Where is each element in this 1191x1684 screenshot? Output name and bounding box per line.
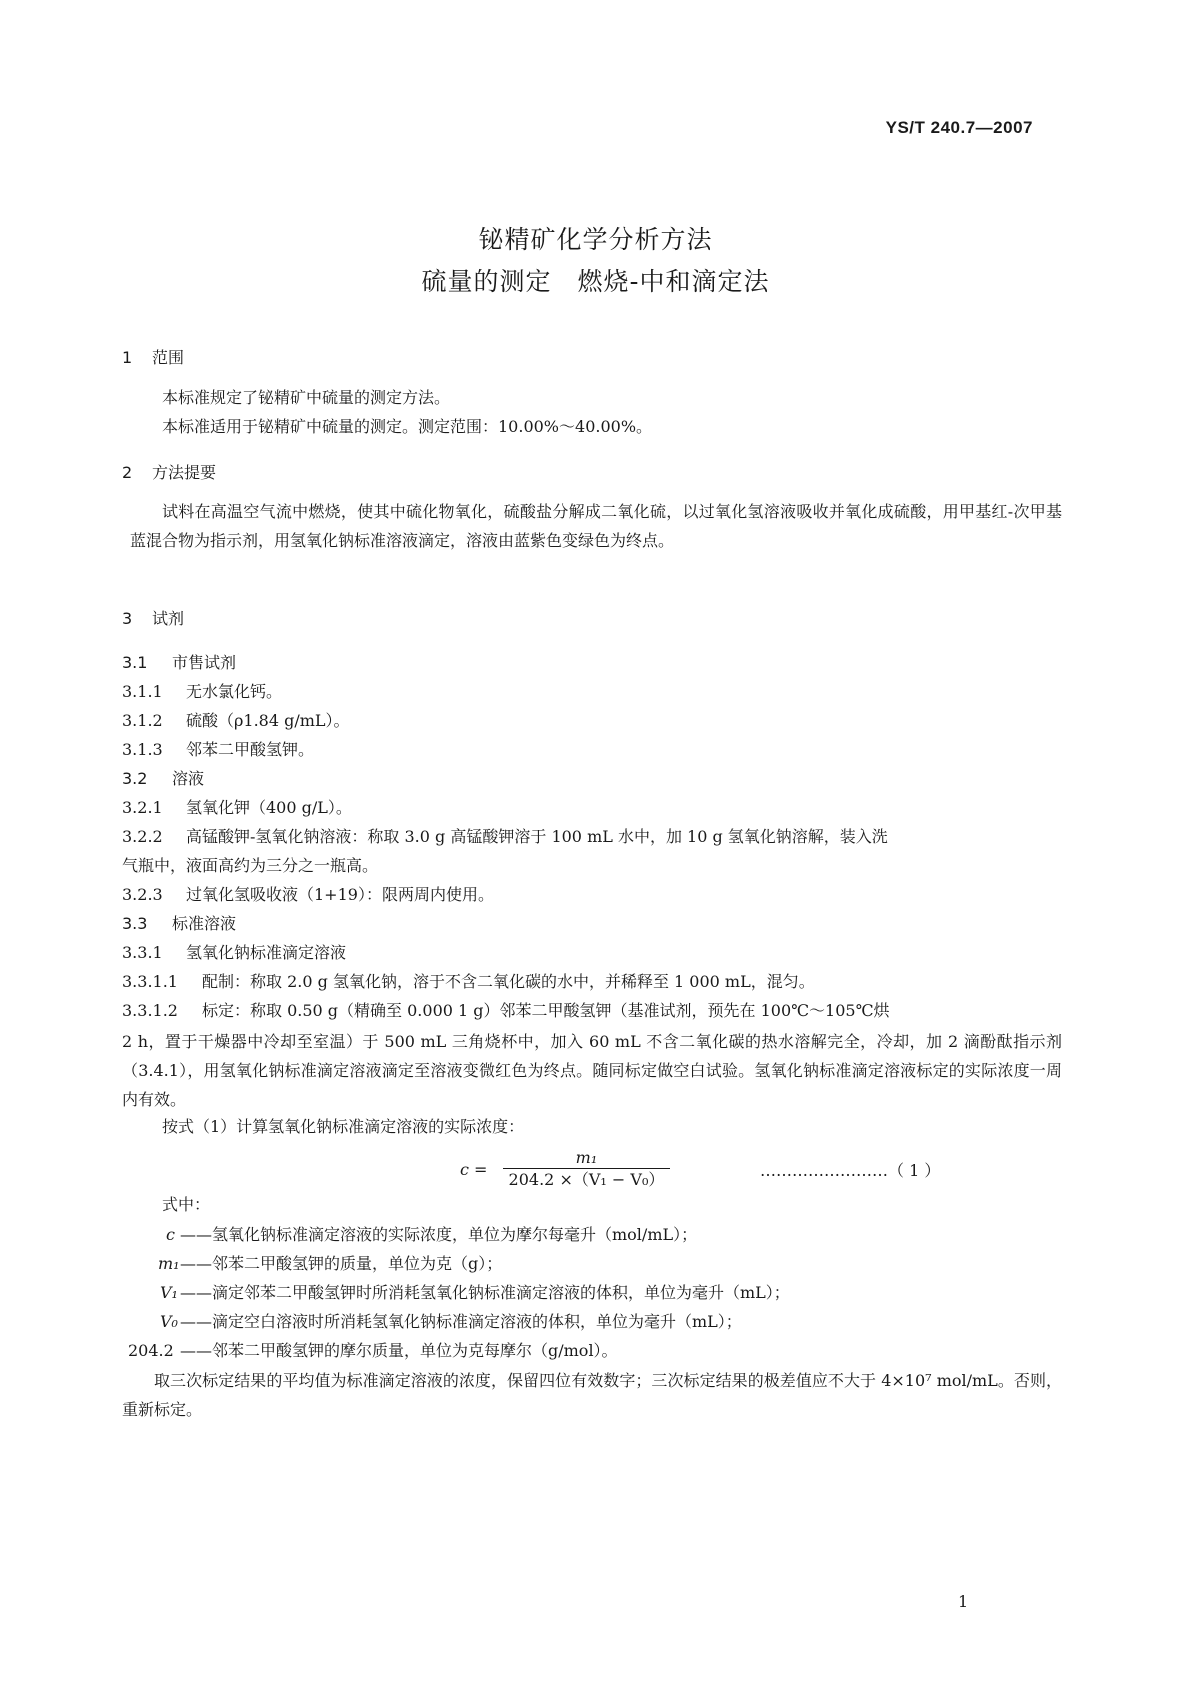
- item-text: 高锰酸钾-氢氧化钠溶液：称取 3.0 g 高锰酸钾溶于 100 mL 水中，加 10 g 氢氧化钠溶解，装入洗: [186, 827, 888, 846]
- section-number: 3.1: [122, 653, 148, 672]
- item-3-3-1-2-body: 2 h，置于干燥器中冷却至室温）于 500 mL 三角烧杯中，加入 60 mL 不含二氧化碳的热水溶解完全，冷却，加 2 滴酚酞指示剂（3.4.1），用氢氧化钠标准滴定溶液滴定至溶液变微红色为终点。随同标定做空白试验。氢氧化钠标准滴定溶液标定的实际浓度一周内有效。: [122, 1032, 1062, 1109]
- item-text: 配制：称取 2.0 g 氢氧化钠，溶于不含二氧化碳的水中，并稀释至 1 000 mL，混匀。: [202, 972, 815, 991]
- formula-1: [460, 1148, 670, 1191]
- final-paragraph: 取三次标定结果的平均值为标准滴定溶液的浓度，保留四位有效数字；三次标定结果的极差值应不大于 4×10⁷ mol/mL。否则，重新标定。: [122, 1371, 1062, 1419]
- item-3-3-1-1: [122, 969, 815, 992]
- formula-fraction: [503, 1148, 671, 1191]
- section-number: 2: [122, 463, 133, 482]
- section-title: 溶液: [172, 769, 205, 788]
- section-1-para-2: 本标准适用于铋精矿中硫量的测定。测定范围：10.00%～40.00%。: [162, 417, 653, 436]
- standard-code: YS/T 240.7—2007: [885, 118, 1033, 137]
- section-1-heading: [122, 345, 184, 368]
- variable-row: c ——氢氧化钠标准滴定溶液的实际浓度，单位为摩尔每毫升（mol/mL）；: [166, 1225, 698, 1244]
- item-3-2-2-line1: [122, 824, 888, 847]
- formula-numerator: m₁: [503, 1148, 671, 1169]
- item-number: 3.1.3: [122, 740, 163, 759]
- item-text: 氢氧化钠标准滴定溶液: [186, 943, 347, 962]
- item-text: 标定：称取 0.50 g（精确至 0.000 1 g）邻苯二甲酸氢钾（基准试剂，预先在 100℃～105℃烘: [202, 1001, 890, 1020]
- section-title: 试剂: [152, 609, 185, 628]
- section-2-heading: [122, 460, 216, 483]
- section-title: 标准溶液: [172, 914, 237, 933]
- item-number: 3.1.2: [122, 711, 163, 730]
- section-1-para-1: 本标准规定了铋精矿中硫量的测定方法。: [162, 388, 451, 407]
- variable-row: V₀ ——滴定空白溶液时所消耗氢氧化钠标准滴定溶液的体积，单位为毫升（mL）；: [160, 1312, 742, 1331]
- section-title: 市售试剂: [172, 653, 237, 672]
- document-title-line2: 硫量的测定 燃烧-中和滴定法: [421, 267, 770, 296]
- variable-row: m₁——邻苯二甲酸氢钾的质量，单位为克（g）；: [158, 1254, 503, 1273]
- variable-description: ——氢氧化钠标准滴定溶液的实际浓度，单位为摩尔每毫升（mol/mL）；: [180, 1225, 698, 1244]
- where-label: 式中：: [162, 1195, 211, 1214]
- item-number: 3.3.1.2: [122, 1001, 178, 1020]
- item-3-2-3: [122, 882, 494, 905]
- item-number: 3.3.1.1: [122, 972, 178, 991]
- variable-description: ——邻苯二甲酸氢钾的质量，单位为克（g）；: [180, 1254, 503, 1273]
- variable-row: V₁ ——滴定邻苯二甲酸氢钾时所消耗氢氧化钠标准滴定溶液的体积，单位为毫升（mL）；: [160, 1283, 790, 1302]
- formula-denominator: 204.2 ×（V₁ − V₀）: [508, 1170, 665, 1189]
- section-title: 范围: [152, 348, 185, 367]
- item-text: 硫酸（ρ1.84 g/mL）。: [186, 711, 350, 730]
- item-number: 3.3.1: [122, 943, 163, 962]
- section-number: 3.3: [122, 914, 148, 933]
- section-number: 3: [122, 609, 133, 628]
- item-number: 3.1.1: [122, 682, 163, 701]
- section-2-para: 试料在高温空气流中燃烧，使其中硫化物氧化，硫酸盐分解成二氧化硫，以过氧化氢溶液吸收并氧化成硫酸，用甲基红-次甲基蓝混合物为指示剂，用氢氧化钠标准溶液滴定，溶液由蓝紫色变绿色为终点。: [130, 502, 1062, 550]
- variable-description: ——邻苯二甲酸氢钾的摩尔质量，单位为克每摩尔（g/mol）。: [180, 1341, 618, 1360]
- item-3-3-1-2-line1: [122, 998, 890, 1021]
- item-3-3-1: [122, 940, 346, 963]
- section-number: 1: [122, 348, 133, 367]
- section-title: 方法提要: [152, 463, 217, 482]
- item-text: 氢氧化钾（400 g/L）。: [186, 798, 352, 817]
- item-text: 无水氯化钙。: [186, 682, 283, 701]
- variable-description: ——滴定邻苯二甲酸氢钾时所消耗氢氧化钠标准滴定溶液的体积，单位为毫升（mL）；: [180, 1283, 790, 1302]
- item-text: 邻苯二甲酸氢钾。: [186, 740, 315, 759]
- section-number: 3.2: [122, 769, 148, 788]
- section-3-1-heading: [122, 650, 236, 673]
- item-3-2-1: [122, 795, 352, 818]
- section-3-2-heading: [122, 766, 204, 789]
- item-3-1-2: [122, 708, 350, 731]
- page-number: 1: [958, 1592, 969, 1611]
- formula-lhs: c =: [460, 1160, 488, 1179]
- item-3-1-1: [122, 679, 282, 702]
- document-title-line1: 铋精矿化学分析方法: [478, 225, 713, 254]
- item-3-1-3: [122, 737, 314, 760]
- item-number: 3.2.1: [122, 798, 163, 817]
- section-3-heading: [122, 606, 184, 629]
- section-3-3-heading: [122, 911, 236, 934]
- item-text: 过氧化氢吸收液（1+19）：限两周内使用。: [186, 885, 494, 904]
- item-number: 3.2.3: [122, 885, 163, 904]
- variable-row: 204.2 ——邻苯二甲酸氢钾的摩尔质量，单位为克每摩尔（g/mol）。: [128, 1341, 618, 1360]
- equation-number: ……………………（ 1 ）: [760, 1161, 941, 1180]
- formula-intro: 按式（1）计算氢氧化钠标准滴定溶液的实际浓度：: [162, 1117, 525, 1136]
- item-number: 3.2.2: [122, 827, 163, 846]
- item-3-2-2-line2: 气瓶中，液面高约为三分之一瓶高。: [122, 856, 379, 875]
- variable-description: ——滴定空白溶液时所消耗氢氧化钠标准滴定溶液的体积，单位为毫升（mL）；: [180, 1312, 742, 1331]
